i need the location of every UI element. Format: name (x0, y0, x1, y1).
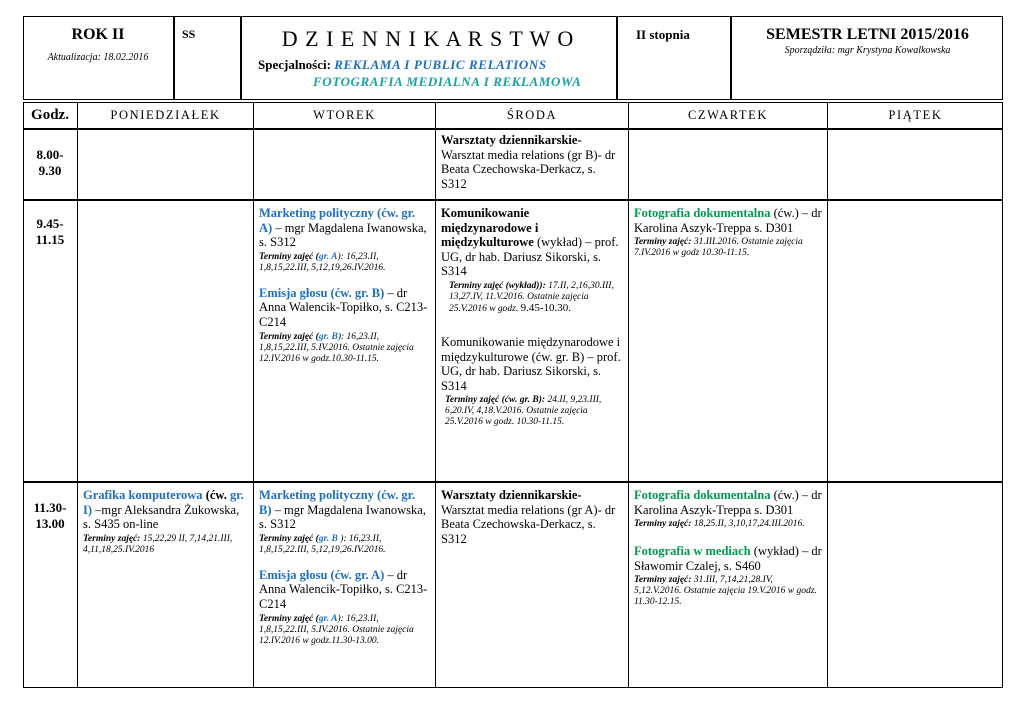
day-header-wednesday: ŚRODA (506, 108, 558, 122)
class-entry (254, 486, 435, 649)
time-start: 9.45- (36, 216, 64, 231)
ss-label: SS (182, 27, 196, 41)
row-line (23, 481, 1003, 483)
class-title: Marketing polityczny (ćw. gr. A) (259, 206, 416, 235)
specjalnosc-label: Specjalności (258, 57, 327, 72)
class-entry (78, 486, 253, 558)
term-label: Terminy zajęć (ćw. gr. B): (445, 395, 546, 406)
time-slot-2 (23, 216, 77, 248)
class-title: Fotografia dokumentalna (634, 206, 771, 220)
term-label: Terminy zajęć: (634, 237, 692, 248)
term-dates: 31.III.2016. Ostatnie zajęcia 7.IV.2016 w godz 10.30-11.15. (634, 237, 803, 259)
stopien-label: II stopnia (636, 27, 690, 42)
term-label: Terminy zajęć ( (259, 251, 319, 262)
col-line (827, 102, 828, 688)
godz-header: Godz. (31, 107, 69, 123)
class-details: (wykład) – prof. UG, dr hab. Dariusz Sikorski, s. S314 (441, 235, 619, 279)
class-details: (wykład) – dr Sławomir Czalej, s. S460 (634, 544, 822, 573)
term-dates: ): 16,23.II, 1,8,15,22.III, 5.IV.2016. Ostatnie zajęcia 12.IV.2016 w godz.11.30-13.00. (259, 613, 414, 646)
time-slot-1 (23, 147, 77, 179)
class-entry (254, 204, 435, 367)
term-group: gr. B (318, 533, 338, 544)
term-label: Terminy zajęć: (634, 575, 692, 586)
time-end: 11.15 (35, 232, 65, 247)
day-header-monday: PONIEDZIAŁEK (110, 108, 221, 122)
term-label: Terminy zajęć ( (259, 533, 319, 544)
class-title: Emisja głosu (ćw. gr. A) (259, 567, 385, 582)
class-entry (436, 486, 628, 548)
class-title: Fotografia dokumentalna (634, 488, 771, 502)
class-title: Komunikowanie międzynarodowe i międzykulturowe (441, 206, 539, 250)
term-hours: 9.45-10.30. (520, 301, 572, 314)
class-details: (ćw.) – dr Karolina Aszyk-Treppa s. D301 (634, 206, 822, 235)
rok-label: ROK II (71, 26, 125, 43)
class-details: –mgr Aleksandra Żukowska, s. S435 on-line (83, 502, 240, 532)
time-end: 9.30 (38, 163, 62, 178)
class-title: Grafika komputerowa (83, 488, 203, 502)
day-header-thursday: CZWARTEK (687, 108, 769, 122)
class-entry (436, 131, 628, 193)
term-dates: ): 16,23.II, 1,8,15,22.III, 5,12,19,26.IV.2016. (259, 251, 386, 273)
class-title: Emisja głosu (ćw. gr. B) (259, 285, 385, 300)
term-dates: 18,25.II, 3,10,17,24.III.2016. (691, 519, 805, 530)
term-dates: 15,22,29 II, 7,14,21.III, 4,11,18,25.IV.2016 (83, 533, 233, 555)
time-slot-3 (23, 500, 77, 532)
class-entry (629, 486, 827, 610)
class-details: – mgr Magdalena Iwanowska, s. S312 (259, 220, 427, 250)
specjalnosc: Specjalności: REKLAMA I PUBLIC RELATIONS (258, 57, 547, 72)
class-title-suffix: (ćw. (202, 488, 227, 502)
class-entry (436, 204, 628, 430)
class-details: Warsztat media relations (gr B)- dr Beata Czechowska-Derkacz, s. S312 (441, 147, 616, 191)
term-dates: 17.II, 2,16,30.III, 13,27.IV, 11.V.2016. Ostatnie zajęcia 25.V.2016 w godz. (449, 280, 614, 314)
divider (173, 16, 175, 100)
term-group: gr. B (318, 331, 338, 342)
class-entry (629, 204, 827, 261)
class-details: – dr Anna Walencik-Topiłko, s. C213-C214 (259, 567, 428, 611)
term-dates: 24.II, 9,23.III, 6,20.IV, 4,18.V.2016. Ostatnie zajęcia 25.V.2016 w godz. 10.30-11.15. (445, 395, 602, 428)
term-label: Terminy zajęć: (634, 519, 692, 530)
sporzadzila-label: Sporządziła: mgr Krystyna Kowalkowska (784, 45, 951, 56)
divider (240, 16, 242, 100)
specjalnosc-2: FOTOGRAFIA MEDIALNA I REKLAMOWA (313, 74, 582, 89)
term-dates: ): 16,23.II, 1,8,15,22.III, 5,12,19,26.IV.2016. (259, 533, 386, 555)
day-header-tuesday: WTOREK (313, 108, 376, 122)
semestr-label: SEMESTR LETNI 2015/2016 (766, 26, 969, 43)
class-title: Fotografia w mediach (634, 544, 751, 559)
time-start: 8.00- (36, 147, 64, 162)
row-line (23, 128, 1003, 130)
class-title: Warsztaty dziennikarskie- (441, 133, 582, 147)
specjalnosc-1: REKLAMA I PUBLIC RELATIONS (334, 57, 547, 72)
term-group: gr. A (318, 251, 338, 262)
row-line (23, 199, 1003, 201)
day-header-friday: PIĄTEK (888, 108, 943, 122)
term-dates: 31.III, 7,14,21,28.IV, 5,12.V.2016. Ostatnie zajęcia 19.V.2016 w godz. 11.30-12.15. (634, 575, 817, 608)
term-label: Terminy zajęć (wykład)): (449, 280, 546, 291)
class-details: Warsztat media relations (gr A)- dr Beata Czechowska-Derkacz, s. S312 (441, 502, 616, 546)
class-details: Komunikowanie międzynarodowe i międzykulturowe (ćw. gr. B) – prof. UG, dr hab. Dariusz Sikorski, s. S314 (441, 334, 621, 393)
time-end: 13.00 (35, 516, 65, 531)
class-group: gr. I) (83, 488, 244, 517)
class-title: Warsztaty dziennikarskie- (441, 488, 582, 502)
class-title: Marketing polityczny (ćw. gr. B) (259, 488, 416, 517)
term-label: Terminy zajęć ( (259, 331, 319, 342)
term-group: gr. A (318, 613, 338, 624)
term-label: Terminy zajęć: (83, 533, 141, 544)
class-details: (ćw.) – dr Karolina Aszyk-Treppa s. D301 (634, 488, 822, 517)
col-line (77, 102, 78, 688)
aktualizacja-label: Aktualizacja: 18.02.2016 (47, 52, 149, 63)
class-details: – mgr Magdalena Iwanowska, s. S312 (259, 502, 426, 532)
page-title: D Z I E N N I K A R S T W O (281, 26, 575, 51)
time-start: 11.30- (33, 500, 67, 515)
class-details: – dr Anna Walencik-Topiłko, s. C213-C214 (259, 285, 428, 329)
term-dates: ): 16,23.II, 1,8,15,22.III, 5.IV.2016. Ostatnie zajęcia 12.IV.2016 w godz.10.30-11.15. (259, 331, 414, 364)
term-label: Terminy zajęć ( (259, 613, 319, 624)
